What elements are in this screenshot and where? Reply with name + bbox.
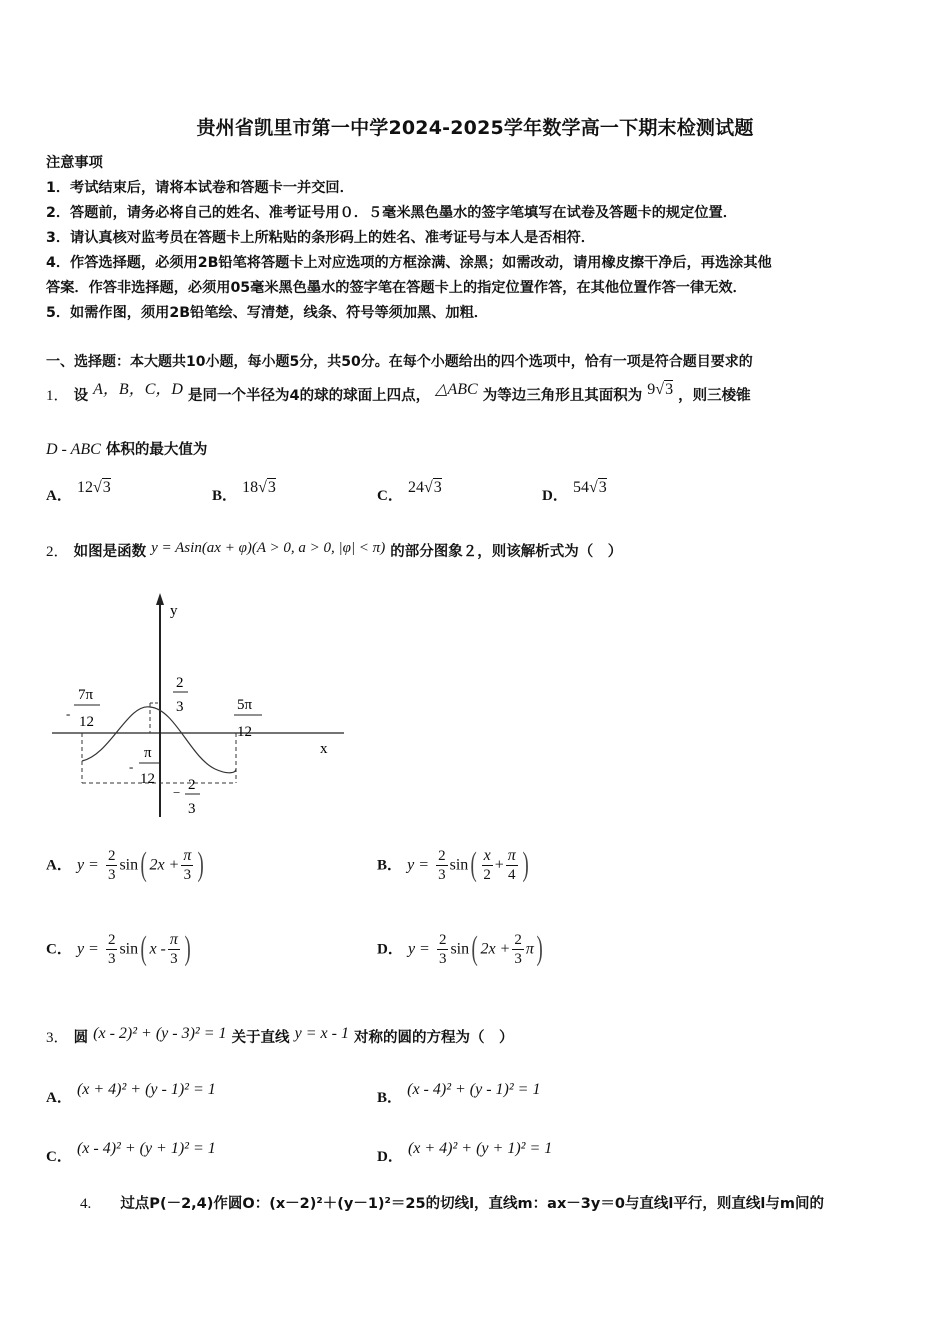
question-3: [46, 1026, 514, 1047]
left-denominator: 12: [79, 714, 94, 730]
mid-numerator: π: [144, 745, 152, 761]
mid-denominator: 12: [140, 771, 155, 787]
question-number: 2．: [46, 544, 69, 560]
q2-option-a[interactable]: A． y = $\frac{2}{3}$ sin( 2x + $\frac{\pi}{3}$ ): [46, 846, 205, 883]
q2-option-c[interactable]: C． y = $\frac{2}{3}$ sin( x - $\frac{\pi}{3}$ ): [46, 930, 191, 967]
section-heading: 一、选择题：本大题共10小题，每小题5分，共50分。在每个小题给出的四个选项中，恰有一项是符合题目要求的: [46, 354, 753, 370]
page-title: 贵州省凯里市第一中学2024-2025学年数学高一下期末检测试题: [196, 117, 754, 139]
q1-text: 体积的最大值为: [105, 442, 208, 458]
q3-option-b[interactable]: B． (x - 4)² + (y - 1)² = 1: [377, 1081, 541, 1106]
q4-text: 过点P(－2,4)作圆O：(x－2)²＋(y－1)²＝25的切线l，直线m：ax－3y＝0与直线l平行，则直线l与m间的: [120, 1196, 824, 1212]
q1-area: 9√3: [647, 381, 674, 398]
q3-text: 对称的圆的方程为（ ）: [354, 1030, 514, 1046]
question-4: [80, 1192, 824, 1213]
q1-text: 为等边三角形且其面积为: [482, 388, 643, 404]
left-sign: -: [66, 706, 71, 721]
question-number: 1．: [46, 388, 69, 404]
q2-graph: [40, 585, 360, 825]
x-label: x: [320, 741, 328, 757]
right-numerator: 5π: [237, 697, 253, 713]
q3-line: y = x - 1: [294, 1025, 349, 1042]
q1-text: ，则三棱锥: [678, 388, 751, 404]
mid-sign: -: [129, 759, 134, 774]
q1-tetrahedron: D - ABC: [46, 441, 101, 458]
question-number: 3．: [46, 1030, 69, 1046]
q3-option-d[interactable]: D． (x + 4)² + (y + 1)² = 1: [377, 1140, 553, 1165]
question-number: 4.: [80, 1196, 92, 1212]
q2-function: y = Asin(ax + φ)(A > 0, a > 0, |φ| < π): [151, 540, 386, 556]
q1-triangle: △ABC: [435, 381, 478, 398]
top-denominator: 3: [176, 699, 184, 715]
y-label: y: [170, 603, 178, 619]
q3-option-a[interactable]: A． (x + 4)² + (y - 1)² = 1: [46, 1081, 216, 1106]
top-numerator: 2: [176, 675, 184, 691]
bottom-sign: −: [173, 785, 181, 800]
notice-item: 5．如需作图，须用2B铅笔绘、写清楚，线条、符号等须加黑、加粗．: [46, 305, 488, 321]
question-1: [46, 382, 751, 405]
y-axis-arrow-icon: [156, 593, 164, 605]
left-numerator: 7π: [78, 687, 94, 703]
notice-item: 2．答题前，请务必将自己的姓名、准考证号用０．５毫米黑色墨水的签字笔填写在试卷及答题卡的规定位置．: [46, 205, 737, 221]
q1-points: A，B，C，D: [93, 381, 183, 398]
notice-item: 答案．作答非选择题，必须用05毫米黑色墨水的签字笔在答题卡上的指定位置作答，在其他位置作答一律无效．: [46, 280, 747, 296]
notice-heading: 注意事项: [46, 155, 103, 171]
q3-text: 关于直线: [231, 1030, 290, 1046]
q2-option-b[interactable]: B． y = $\frac{2}{3}$ sin( $\frac{x}{2}$ + $\frac{\pi}{4}$ ): [377, 846, 529, 883]
q2-option-d[interactable]: D． y = $\frac{2}{3}$ sin( 2x + $\frac{2}{3}$ π): [377, 930, 543, 967]
q2-text: 的部分图象２，则该解析式为（ ）: [390, 544, 623, 560]
notice-item: 1．考试结束后，请将本试卷和答题卡一并交回．: [46, 180, 354, 196]
notice-item: 4．作答选择题，必须用2B铅笔将答题卡上对应选项的方框涂满、涂黑；如需改动，请用橡皮擦干净后，再选涂其他: [46, 255, 772, 271]
q3-option-c[interactable]: C． (x - 4)² + (y + 1)² = 1: [46, 1140, 216, 1165]
notice-item: 3．请认真核对监考员在答题卡上所粘贴的条形码上的姓名、准考证号与本人是否相符．: [46, 230, 595, 246]
right-denominator: 12: [237, 724, 252, 740]
question-1-cont: [46, 438, 207, 459]
bottom-numerator: 2: [188, 777, 196, 793]
q1-option-a[interactable]: A． 12√3: [46, 479, 111, 504]
q1-option-b[interactable]: B． 18√3: [212, 479, 276, 504]
bottom-denominator: 3: [188, 801, 196, 817]
q1-text: 是同一个半径为4的球的球面上四点，: [187, 388, 431, 404]
q1-text: 设: [73, 388, 89, 404]
q1-option-d[interactable]: D． 54√3: [542, 479, 607, 504]
q3-circle: (x - 2)² + (y - 3)² = 1: [93, 1025, 227, 1042]
q1-option-c[interactable]: C． 24√3: [377, 479, 442, 504]
question-2: [46, 540, 622, 561]
q2-text: 如图是函数: [73, 544, 147, 560]
q3-text: 圆: [73, 1030, 89, 1046]
